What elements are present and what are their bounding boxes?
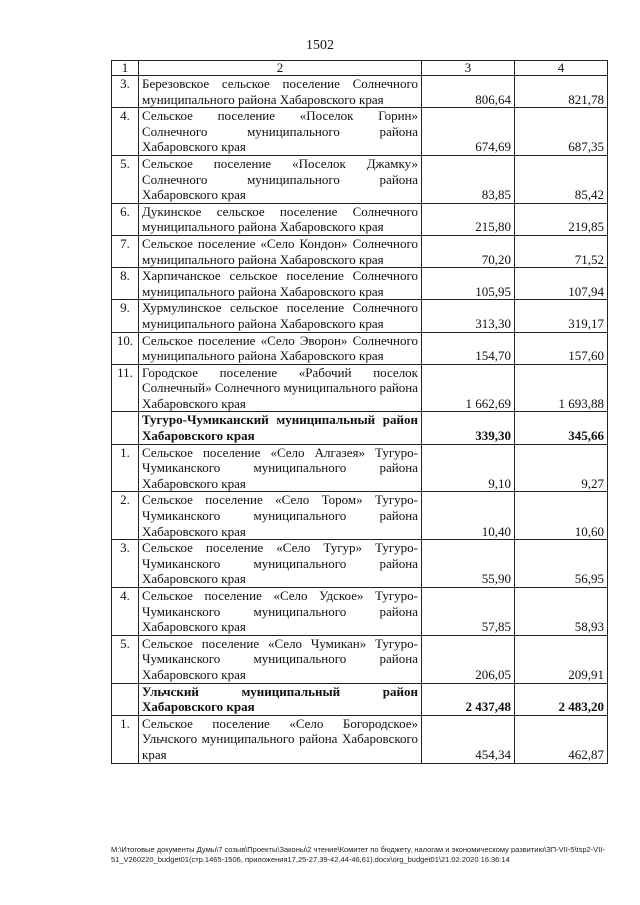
- value-col4-cell: 157,60: [515, 332, 608, 364]
- settlement-name-cell: Тугуро-Чумиканский муниципальный район Хабаровского края: [139, 412, 422, 444]
- row-number-cell: 3.: [112, 540, 139, 588]
- table-row: [112, 300, 608, 332]
- value-col3-cell: 105,95: [422, 268, 515, 300]
- value-col4-cell: 71,52: [515, 235, 608, 267]
- value-col4-cell: 687,35: [515, 108, 608, 156]
- row-number-cell: 2.: [112, 492, 139, 540]
- value-col3-cell: 215,80: [422, 203, 515, 235]
- settlement-name-cell: Хурмулинское сельское поселение Солнечного муниципального района Хабаровского края: [139, 300, 422, 332]
- row-number-cell: 1.: [112, 715, 139, 763]
- settlement-name-cell: Сельское поселение «Поселок Джамку» Солнечного муниципального района Хабаровского края: [139, 155, 422, 203]
- table-row: [112, 235, 608, 267]
- row-number-cell: 11.: [112, 364, 139, 412]
- row-number-cell: 10.: [112, 332, 139, 364]
- budget-table: [111, 60, 608, 764]
- table-row: [112, 492, 608, 540]
- value-col3-cell: 454,34: [422, 715, 515, 763]
- value-col3-cell: 2 437,48: [422, 683, 515, 715]
- settlement-name-cell: Сельское поселение «Село Тором» Тугуро-Чумиканского муниципального района Хабаровского края: [139, 492, 422, 540]
- settlement-name-cell: Сельское поселение «Село Алгазея» Тугуро-Чумиканского муниципального района Хабаровского края: [139, 444, 422, 492]
- table-row: [112, 268, 608, 300]
- value-col3-cell: 313,30: [422, 300, 515, 332]
- settlement-name-cell: Ульчский муниципальный район Хабаровского края: [139, 683, 422, 715]
- header-col-4: 4: [515, 61, 608, 76]
- value-col4-cell: 345,66: [515, 412, 608, 444]
- value-col4-cell: 1 693,88: [515, 364, 608, 412]
- row-number-cell: 7.: [112, 235, 139, 267]
- subtotal-row: [112, 412, 608, 444]
- table-header-row: [112, 61, 608, 76]
- row-number-cell: [112, 412, 139, 444]
- page-number: 1502: [306, 38, 334, 53]
- row-number-cell: 4.: [112, 108, 139, 156]
- value-col3-cell: 55,90: [422, 540, 515, 588]
- value-col3-cell: 10,40: [422, 492, 515, 540]
- table-row: [112, 715, 608, 763]
- settlement-name-cell: Сельское поселение «Село Тугур» Тугуро-Чумиканского муниципального района Хабаровского края: [139, 540, 422, 588]
- value-col4-cell: 9,27: [515, 444, 608, 492]
- subtotal-row: [112, 683, 608, 715]
- settlement-name-cell: Дукинское сельское поселение Солнечного муниципального района Хабаровского края: [139, 203, 422, 235]
- settlement-name-cell: Сельское поселение «Село Эворон» Солнечного муниципального района Хабаровского края: [139, 332, 422, 364]
- header-col-1: 1: [112, 61, 139, 76]
- value-col4-cell: 107,94: [515, 268, 608, 300]
- value-col4-cell: 10,60: [515, 492, 608, 540]
- table-row: [112, 76, 608, 108]
- value-col3-cell: 154,70: [422, 332, 515, 364]
- row-number-cell: 5.: [112, 155, 139, 203]
- row-number-cell: [112, 683, 139, 715]
- table-row: [112, 108, 608, 156]
- value-col3-cell: 339,30: [422, 412, 515, 444]
- value-col3-cell: 1 662,69: [422, 364, 515, 412]
- row-number-cell: 8.: [112, 268, 139, 300]
- value-col3-cell: 57,85: [422, 588, 515, 636]
- settlement-name-cell: Березовское сельское поселение Солнечного муниципального района Хабаровского края: [139, 76, 422, 108]
- table-row: [112, 444, 608, 492]
- header-col-2: 2: [139, 61, 422, 76]
- settlement-name-cell: Харпичанское сельское поселение Солнечного муниципального района Хабаровского края: [139, 268, 422, 300]
- settlement-name-cell: Сельское поселение «Село Чумикан» Тугуро-Чумиканского муниципального района Хабаровского края: [139, 635, 422, 683]
- value-col4-cell: 209,91: [515, 635, 608, 683]
- settlement-name-cell: Сельское поселение «Поселок Горин» Солнечного муниципального района Хабаровского края: [139, 108, 422, 156]
- value-col3-cell: 70,20: [422, 235, 515, 267]
- row-number-cell: 6.: [112, 203, 139, 235]
- table-row: [112, 364, 608, 412]
- table-row: [112, 588, 608, 636]
- value-col4-cell: 219,85: [515, 203, 608, 235]
- settlement-name-cell: Сельское поселение «Село Удское» Тугуро-Чумиканского муниципального района Хабаровского края: [139, 588, 422, 636]
- row-number-cell: 1.: [112, 444, 139, 492]
- value-col3-cell: 206,05: [422, 635, 515, 683]
- settlement-name-cell: Сельское поселение «Село Кондон» Солнечного муниципального района Хабаровского края: [139, 235, 422, 267]
- file-path-footer: M:\Итоговые документы Думы\7 созыв\Проекты\Законы\2 чтение\Комитет по бюджету, налогам и экономическому развитию\ЗП-VII-5\tsp2-VII-51_V260220_budget01(стр.1465-1506, приложения17,25-27,39-42,44-46,61).docx\org_budget01\21.02.2020 16:36:14: [111, 845, 605, 864]
- settlement-name-cell: Городское поселение «Рабочий поселок Солнечный» Солнечного муниципального района Хабаровского края: [139, 364, 422, 412]
- table-row: [112, 155, 608, 203]
- row-number-cell: 5.: [112, 635, 139, 683]
- row-number-cell: 3.: [112, 76, 139, 108]
- table-row: [112, 635, 608, 683]
- value-col4-cell: 58,93: [515, 588, 608, 636]
- header-col-3: 3: [422, 61, 515, 76]
- value-col4-cell: 56,95: [515, 540, 608, 588]
- value-col4-cell: 319,17: [515, 300, 608, 332]
- row-number-cell: 4.: [112, 588, 139, 636]
- value-col3-cell: 806,64: [422, 76, 515, 108]
- table-row: [112, 540, 608, 588]
- value-col3-cell: 9,10: [422, 444, 515, 492]
- row-number-cell: 9.: [112, 300, 139, 332]
- table-row: [112, 332, 608, 364]
- table-row: [112, 203, 608, 235]
- value-col4-cell: 85,42: [515, 155, 608, 203]
- value-col4-cell: 2 483,20: [515, 683, 608, 715]
- value-col3-cell: 674,69: [422, 108, 515, 156]
- value-col4-cell: 821,78: [515, 76, 608, 108]
- settlement-name-cell: Сельское поселение «Село Богородское» Ульчского муниципального района Хабаровского края: [139, 715, 422, 763]
- value-col4-cell: 462,87: [515, 715, 608, 763]
- value-col3-cell: 83,85: [422, 155, 515, 203]
